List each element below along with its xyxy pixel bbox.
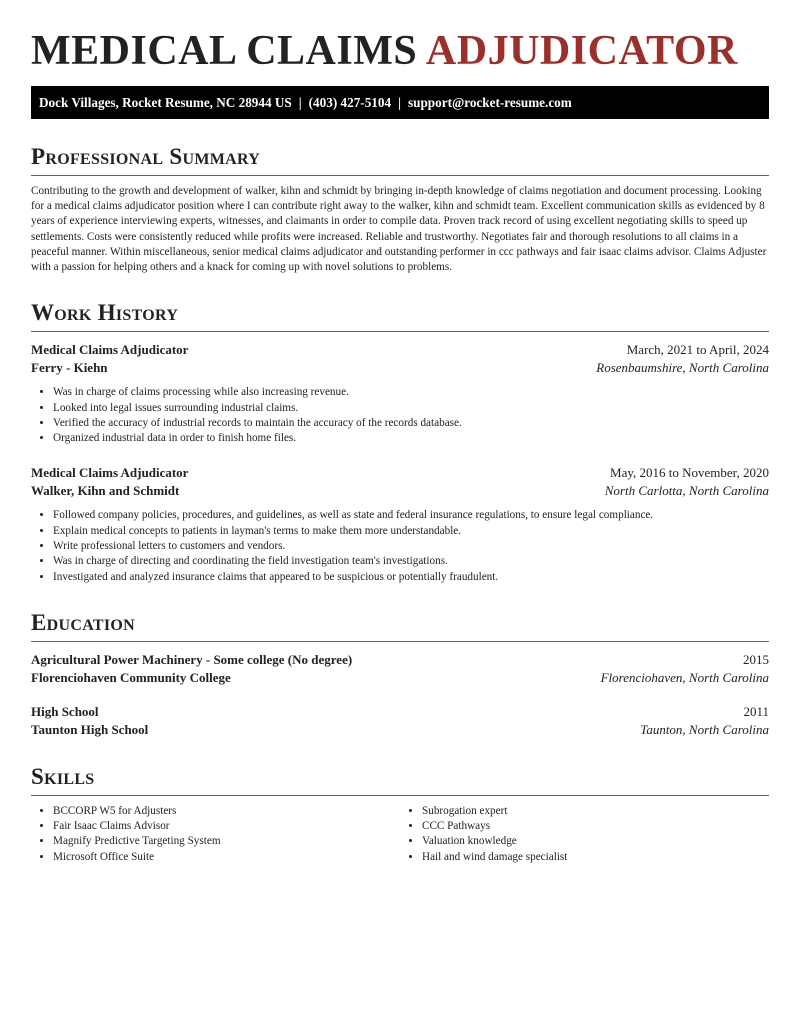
job-dates: March, 2021 to April, 2024 bbox=[626, 342, 769, 358]
job-entry bbox=[31, 341, 769, 446]
education-year: 2015 bbox=[743, 651, 769, 667]
skill-item: • Fair Isaac Claims Advisor bbox=[53, 819, 400, 834]
contact-bar bbox=[31, 86, 769, 119]
skill-item: • Subrogation expert bbox=[422, 804, 769, 819]
job-bullet: • Followed company policies, procedures, and guidelines, as well as state and federal insurance regulations, to ensure legal compliance. bbox=[53, 508, 769, 523]
education-year: 2011 bbox=[743, 703, 769, 719]
job-bullet: • Investigated and analyzed insurance claims that appeared to be suspicious or potentially fraudulent. bbox=[53, 570, 769, 585]
job-bullet: • Looked into legal issues surrounding industrial claims. bbox=[53, 401, 769, 416]
education-section-title: Education bbox=[31, 609, 769, 642]
name-first: MEDICAL CLAIMS bbox=[31, 28, 418, 74]
resume-name-heading bbox=[31, 0, 769, 74]
job-dates: May, 2016 to November, 2020 bbox=[610, 465, 769, 481]
education-degree: Agricultural Power Machinery - Some college (No degree) bbox=[31, 651, 353, 667]
job-bullet-list bbox=[31, 385, 769, 446]
job-company: Ferry - Kiehn bbox=[31, 360, 108, 376]
education-location: Taunton, North Carolina bbox=[640, 721, 769, 737]
skill-item: • BCCORP W5 for Adjusters bbox=[53, 804, 400, 819]
education-school: Florenciohaven Community College bbox=[31, 669, 231, 685]
summary-text: Contributing to the growth and development of walker, kihn and schmidt by bringing in-depth knowledge of claims negotiation and document processing. Looking for a medical claims adjudicator position where I can contribute right away to the walker, kihn and schmidt team. Excellent communication skills as evidenced by 8 years of experience interviewing experts, witnesses, and claimants in order to compile data. Proven track record of using excellent negotiating skills to speed up settlements. Costs were consistently reduced while profits were increased. Reliable and trustworthy. Negotiates fair and thorough resolutions to all claims in a peaceful manner. Within miscellaneous, senior medical claims adjudicator and outstanding performer in ccc pathways and fair isaac claims advisor. Claims Adjuster with a passion for helping others and a knack for coming up with novel solutions to problems. bbox=[31, 185, 767, 274]
job-location: Rosenbaumshire, North Carolina bbox=[596, 360, 769, 376]
skills-list-left bbox=[31, 804, 400, 865]
skills-columns bbox=[31, 804, 769, 865]
contact-separator: | bbox=[298, 95, 302, 110]
job-role: Medical Claims Adjudicator bbox=[31, 465, 189, 481]
contact-address: Dock Villages, Rocket Resume, NC 28944 US bbox=[39, 95, 292, 110]
job-bullet: • Verified the accuracy of industrial records to maintain the accuracy of the records database. bbox=[53, 416, 769, 431]
contact-email: support@rocket-resume.com bbox=[407, 95, 572, 110]
skill-item: • Valuation knowledge bbox=[422, 834, 769, 849]
skills-list-right bbox=[400, 804, 769, 865]
education-school: Taunton High School bbox=[31, 721, 149, 737]
skill-item: • Hail and wind damage specialist bbox=[422, 850, 769, 865]
summary-section-title: Professional Summary bbox=[31, 143, 769, 176]
education-location: Florenciohaven, North Carolina bbox=[600, 669, 769, 685]
job-bullet: • Explain medical concepts to patients in layman's terms to make them more understandable. bbox=[53, 524, 769, 539]
education-entry bbox=[31, 703, 769, 739]
skill-item: • CCC Pathways bbox=[422, 819, 769, 834]
job-entry bbox=[31, 464, 769, 584]
job-bullet: • Was in charge of claims processing while also increasing revenue. bbox=[53, 385, 769, 400]
education-entry bbox=[31, 651, 769, 687]
skill-item: • Microsoft Office Suite bbox=[53, 850, 400, 865]
job-bullet: • Was in charge of directing and coordinating the field investigation team's investigations. bbox=[53, 554, 769, 569]
contact-separator: | bbox=[398, 95, 401, 110]
contact-phone: (403) 427-5104 bbox=[308, 95, 392, 110]
job-bullet: • Organized industrial data in order to finish home files. bbox=[53, 431, 769, 446]
skill-item: • Magnify Predictive Targeting System bbox=[53, 834, 400, 849]
job-bullet-list bbox=[31, 508, 769, 584]
skills-section-title: Skills bbox=[31, 763, 769, 796]
job-company: Walker, Kihn and Schmidt bbox=[31, 483, 180, 499]
name-last: ADJUDICATOR bbox=[425, 28, 738, 74]
job-role: Medical Claims Adjudicator bbox=[31, 342, 189, 358]
work-history-section-title: Work History bbox=[31, 299, 769, 332]
job-bullet: • Write professional letters to customers and vendors. bbox=[53, 539, 769, 554]
education-degree: High School bbox=[31, 703, 99, 719]
job-location: North Carlotta, North Carolina bbox=[604, 483, 769, 499]
